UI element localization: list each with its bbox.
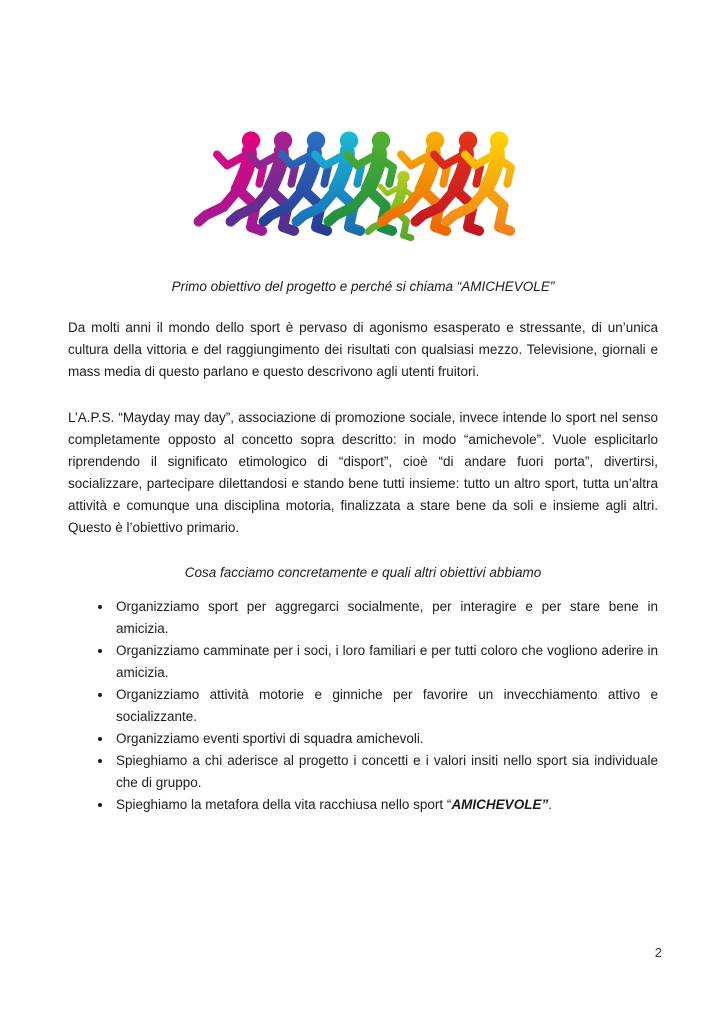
list-item (113, 640, 658, 684)
list-item (113, 750, 658, 794)
paragraph-1: Da molti anni il mondo dello sport è pervaso di agonismo esasperato e stressante, di un’unica cultura della vittoria e del raggiungimento dei risultati con qualsiasi mezzo. Televisione, giornali e mass media di questo parlano e questo descrivono agli utenti fruitori. (68, 320, 658, 379)
list-item (113, 794, 658, 816)
runners-illustration-svg (212, 116, 512, 256)
list-item-text: Organizziamo attività motorie e ginniche per favorire un invecchiamento attivo e socializzante. (116, 687, 658, 724)
list-item-text: . (548, 797, 552, 812)
list-item (113, 684, 658, 728)
objectives-bullet-list (68, 596, 658, 816)
section2-title: Cosa facciamo concretamente e quali altri obiettivi abbiamo (184, 565, 542, 580)
emphasized-text: AMICHEVOLE” (451, 797, 549, 812)
paragraph-2: L’A.P.S. “Mayday may day”, associazione di promozione sociale, invece intende lo sport nel senso completamente opposto al concetto sopra descritto: in modo “amichevole”. Vuole esplicitarlo riprendendo il significato etimologico di “disport”, cioè “di andare fuori porta”, divertirsi, socializzare, partecipare dilettandosi e stando bene tutti insieme: tutto un altro sport, tutta un’altra attività e comunque una disciplina motoria, finalizzata a stare bene da soli e insieme agli altri. Questo è l’obiettivo primario. (68, 410, 658, 535)
runners-image (0, 116, 724, 256)
list-item-text: Spieghiamo a chi aderisce al progetto i concetti e i valori insiti nello sport sia individuale che di gruppo. (116, 753, 658, 790)
list-item-text: Spieghiamo la metafora della vita racchiusa nello sport “ (116, 797, 452, 812)
list-item (113, 596, 658, 640)
page-number: 2 (654, 945, 662, 960)
list-item-text: Organizziamo camminate per i soci, i loro familiari e per tutti coloro che vogliono aderire in amicizia. (116, 643, 658, 680)
list-item (113, 728, 658, 750)
list-item-text: Organizziamo sport per aggregarci socialmente, per interagire e per stare bene in amicizia. (116, 599, 658, 636)
section1-title: Primo obiettivo del progetto e perché si chiama “AMICHEVOLE” (171, 279, 555, 294)
list-item-text: Organizziamo eventi sportivi di squadra amichevoli. (116, 731, 424, 746)
